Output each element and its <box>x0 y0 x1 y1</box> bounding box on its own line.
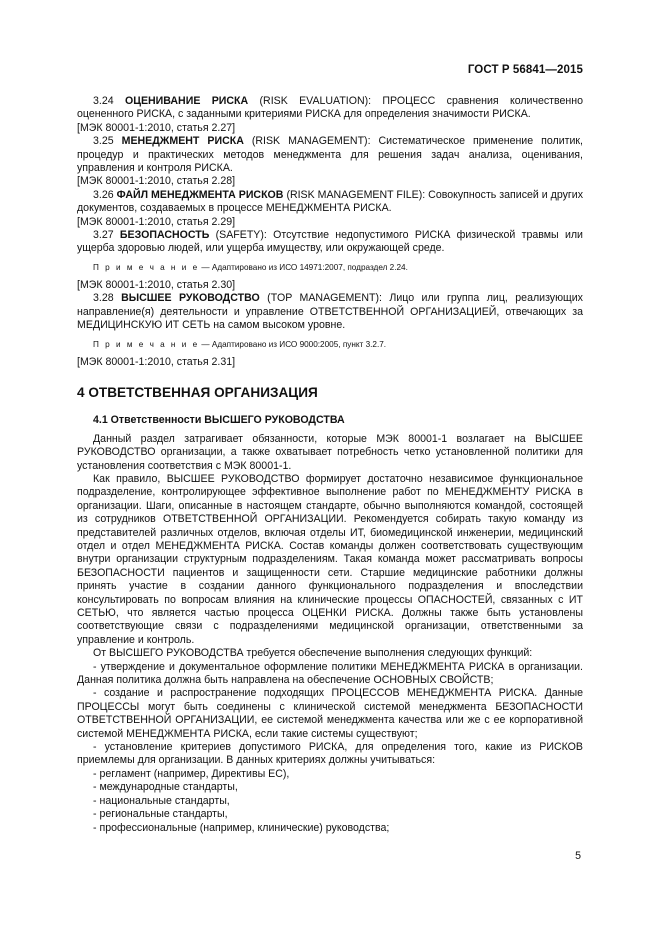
criteria-item: - профессиональные (например, клинические) руководства; <box>93 821 390 834</box>
paragraph: От ВЫСШЕГО РУКОВОДСТВА требуется обеспечение выполнения следующих функций: <box>93 647 533 660</box>
criteria-item: - национальные стандарты, <box>93 794 230 807</box>
paragraph: Данный раздел затрагивает обязанности, которые МЭК 80001-1 возлагает на ВЫСШЕЕ РУКОВОДСТВО организации, а также охватывает потребность четко установленной политики для установления соответствия с МЭК 80001-1. <box>77 432 583 472</box>
function-item: - установление критериев допустимого РИСКА, для определения того, какие из РИСКОВ приемлемы для организации. В данных критериях должны учитываться: <box>77 741 583 767</box>
term-source: [МЭК 80001-1:2010, статья 2.28] <box>77 175 236 188</box>
subsection-heading: 4.1 Ответственности ВЫСШЕГО РУКОВОДСТВА <box>93 414 345 427</box>
term-note <box>77 262 583 273</box>
term-3-25 <box>77 135 583 189</box>
note-label: П р и м е ч а н и е <box>93 339 200 349</box>
term-text: (RISK EVALUATION): ПРОЦЕСС сравнения количественно оцененного РИСКА, с заданными критериями РИСКА для определения значимости РИСКА. <box>77 95 584 121</box>
term-source: [МЭК 80001-1:2010, статья 2.30] <box>77 278 236 291</box>
term-name: ВЫСШЕЕ РУКОВОДСТВО <box>121 292 260 305</box>
term-name: ФАЙЛ МЕНЕДЖМЕНТА РИСКОВ <box>116 188 284 201</box>
note-text: — Адаптировано из ИСО 14971:2007, подраздел 2.24. <box>201 262 408 272</box>
term-note <box>77 339 583 350</box>
criteria-item: - регламент (например, Директивы ЕС), <box>93 767 290 780</box>
note-label: П р и м е ч а н и е <box>93 262 200 272</box>
term-number: 3.25 <box>93 135 114 148</box>
section-heading: 4 ОТВЕТСТВЕННАЯ ОРГАНИЗАЦИЯ <box>77 384 318 400</box>
term-source: [МЭК 80001-1:2010, статья 2.29] <box>77 215 236 228</box>
term-3-24 <box>77 95 583 135</box>
term-text: (SAFETY): Отсутствие недопустимого РИСКА физической травмы или ущерба здоровью людей, или ущерба имуществу, или окружающей среде. <box>77 229 583 255</box>
criteria-item: - международные стандарты, <box>93 781 238 794</box>
function-item: - создание и распространение подходящих ПРОЦЕССОВ МЕНЕДЖМЕНТА РИСКА. Данные ПРОЦЕССЫ могут быть соединены с клинической системой менеджмента БЕЗОПАСНОСТИ ОТВЕТСТВЕННОЙ ОРГАНИЗАЦИИ, ее системой менеджмента качества или же с ее корпоративной системой МЕНЕДЖМЕНТА РИСКА, если такие системы существуют; <box>77 687 583 740</box>
term-source: [МЭК 80001-1:2010, статья 2.31] <box>77 355 236 368</box>
term-definition <box>77 189 583 216</box>
document-header: ГОСТ Р 56841—2015 <box>467 64 583 76</box>
term-name: МЕНЕДЖМЕНТ РИСКА <box>121 135 244 148</box>
paragraph: Как правило, ВЫСШЕЕ РУКОВОДСТВО формирует достаточно независимое функциональное подразделение, контролирующее эффективное выполнение работ по МЕНЕДЖМЕНТУ РИСКА в организации. Шаги, описанные в настоящем стандарте, обычно выполняются командой, состоящей из сотрудников ОТВЕТСТВЕННОЙ ОРГАНИЗАЦИИ. Рекомендуется собирать такую команду из представителей различных отделов, включая отделы ИТ, биомедицинской инженерии, медицинский отдел и отдел МЕНЕДЖМЕНТА РИСКА. Состав команды должен соответствовать существующим внутри организации структурным подразделениям. Такая команда может рассматривать вопросы БЕЗОПАСНОСТИ пациентов и защищенности сети. Старшие медицинские работники должны принять участие в создании данного функционального подразделения и впоследствии консультировать по вопросам влияния на клинические процессы ОПАСНОСТЕЙ, связанных с ИТ СЕТЬЮ, что является частью процесса ОЦЕНКИ РИСКА. Должны также быть установлены соответствующие связи с подразделениями медицинской организации, ответственными за управление и контроль. <box>77 472 583 646</box>
term-number: 3.24 <box>93 95 114 107</box>
term-number: 3.28 <box>93 292 114 305</box>
document-body <box>77 95 583 835</box>
term-definition <box>77 95 583 122</box>
term-source: [МЭК 80001-1:2010, статья 2.27] <box>77 121 236 134</box>
note-text: — Адаптировано из ИСО 9000:2005, пункт 3.2.7. <box>201 339 387 349</box>
term-text: (RISK MANAGEMENT): Систематическое применение политик, процедур и практических методов менеджмента для решения задач анализа, оценивания, управления и контроля РИСКА. <box>77 135 583 175</box>
term-3-26 <box>77 189 583 229</box>
term-name: БЕЗОПАСНОСТЬ <box>119 229 210 242</box>
term-number: 3.27 <box>93 229 114 242</box>
term-3-28 <box>77 292 583 369</box>
term-text: (TOP MANAGEMENT): Лицо или группа лиц, реализующих направление(я) деятельности и управление ОТВЕТСТВЕННОЙ ОРГАНИЗАЦИЕЙ, отвечающих за МЕДИЦИНСКУЮ ИТ СЕТЬ на самом высоком уровне. <box>77 292 583 332</box>
term-number: 3.26 <box>93 188 114 201</box>
criteria-item: - региональные стандарты, <box>93 808 228 821</box>
term-definition <box>77 135 583 175</box>
term-3-27 <box>77 229 583 292</box>
term-definition <box>77 229 583 256</box>
page-number: 5 <box>575 850 581 862</box>
term-text: (RISK MANAGEMENT FILE): Совокупность записей и других документов, создаваемых в процессе МЕНЕДЖМЕНТА РИСКА. <box>77 188 584 215</box>
term-name: ОЦЕНИВАНИЕ РИСКА <box>124 95 249 107</box>
term-definition <box>77 292 583 332</box>
function-item: - утверждение и документальное оформление политики МЕНЕДЖМЕНТА РИСКА в организации. Данная политика должна быть направлена на обеспечение ОСНОВНЫХ СВОЙСТВ; <box>77 660 583 687</box>
